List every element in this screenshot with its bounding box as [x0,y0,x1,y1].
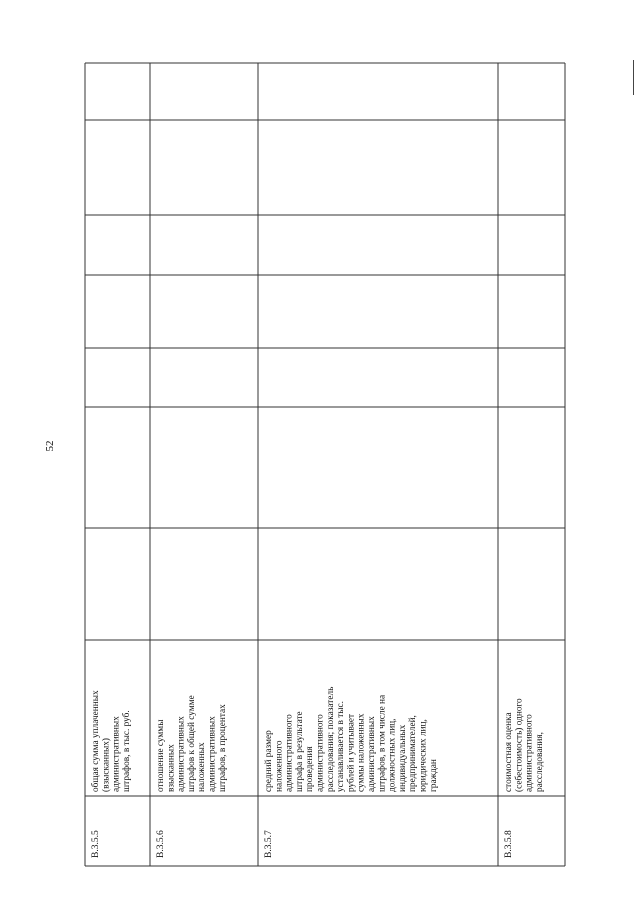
row-description-line: граждан [428,759,439,792]
row-description-line: устанавливается в тыс. [336,701,347,792]
row-description-line: штрафа в результате [294,711,305,792]
row-description-line: взысканных [166,744,177,792]
row-code: B.3.5.7 [264,830,274,858]
row-description-line: должностных лиц, [387,718,398,792]
row-description-line: административных [367,716,377,792]
row-description-line: административных [176,716,187,792]
row-description-line: административных [111,716,122,792]
row-description-line: общая сумма уплаченных [91,690,101,792]
row-description-line: проведения [305,746,316,792]
row-code: B.3.5.6 [156,830,166,858]
row-description-line: административного [315,714,326,792]
page-number: 52 [44,440,56,452]
row-description-line: административных [207,716,218,792]
row-description-line: штрафов, в процентах [217,704,228,792]
row-description-line: суммы наложенных [356,713,367,792]
row-description-line: расследования; показатель [325,686,336,792]
row-description-line: (себестоимость) одного [514,698,525,792]
row-description-line: наложенного [274,740,285,792]
row-code: B.3.5.8 [504,830,514,858]
row-description-line: стоимостная оценка [504,712,514,792]
row-code: B.3.5.5 [91,830,101,858]
row-description-line: административного [284,714,295,792]
row-description-line: расследования, [534,732,545,792]
row-description-line: штрафов, в тыс. руб. [121,710,132,792]
row-description-line: средний размер [264,730,274,792]
row-description-line: отношение суммы [156,719,166,792]
row-description-line: рублей и учитывает [346,713,357,792]
row-description-line: штрафов к общей сумме [186,695,197,792]
row-description-line: предпринимателей, [408,715,419,792]
row-description-line: юридических лиц, [418,719,429,792]
row-description-line: индивидуальных [397,724,408,792]
table-cells [90,687,545,858]
row-description-line: наложенных [197,742,208,792]
row-description-line: административного [524,714,535,792]
row-description-line: штрафов, в том числе на [377,694,388,792]
row-description-line: (взысканных) [101,738,112,792]
